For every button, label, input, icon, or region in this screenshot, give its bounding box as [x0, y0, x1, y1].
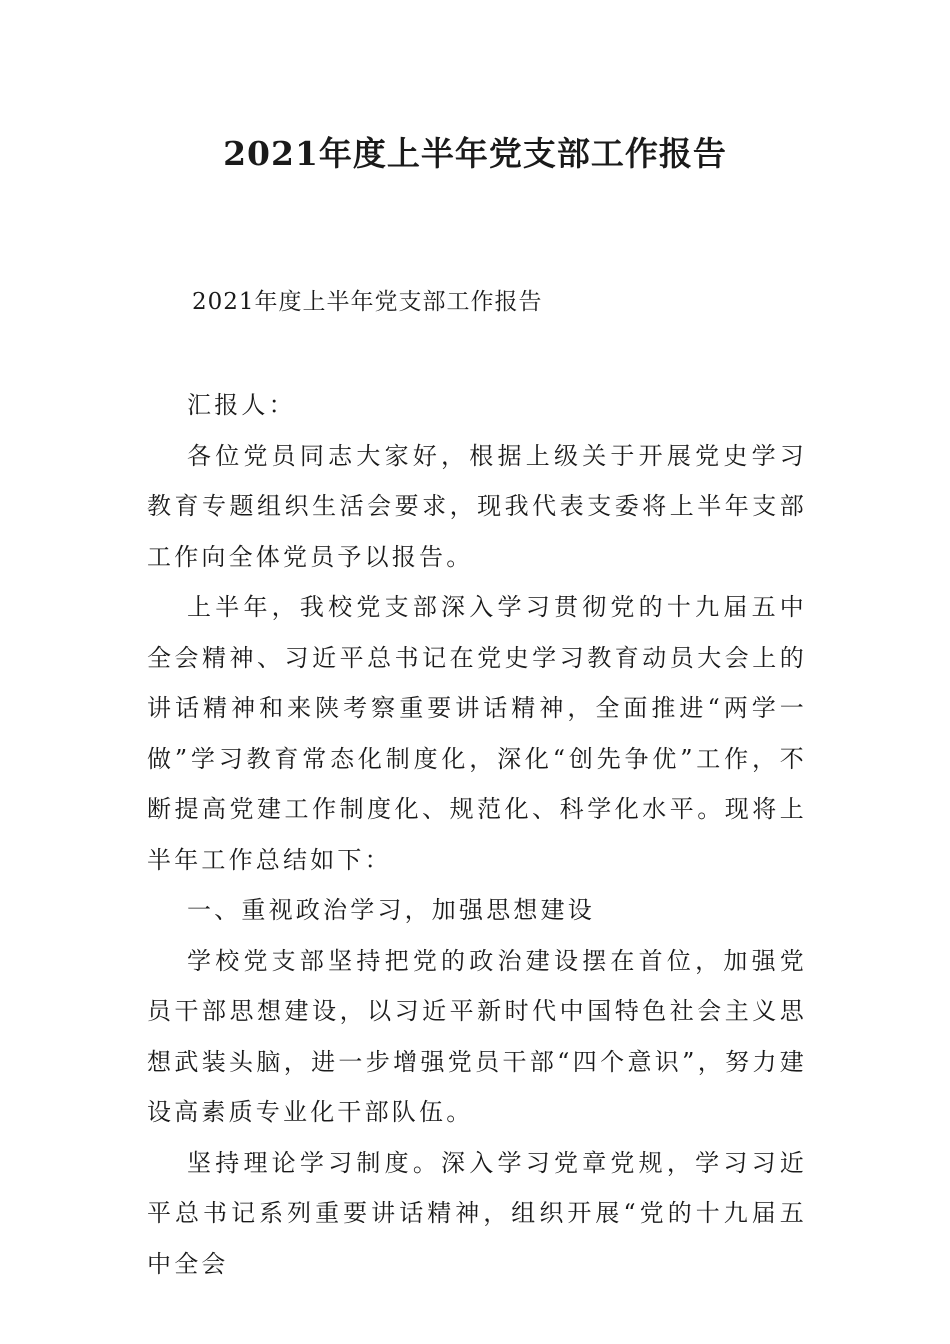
reporter-line: 汇报人：: [187, 391, 296, 419]
document-body: [147, 380, 807, 1289]
paragraph: 坚持理论学习制度。深入学习党章党规，学习习近平总书记系列重要讲话精神，组织开展“党的十九届五中全会: [147, 1148, 807, 1278]
section-heading: 一、重视政治学习，加强思想建设: [187, 896, 595, 924]
paragraph: 各位党员同志大家好，根据上级关于开展党史学习教育专题组织生活会要求，现我代表支委将上半年支部工作向全体党员予以报告。: [147, 441, 807, 571]
document-title: 2021年度上半年党支部工作报告: [223, 134, 727, 173]
document-subtitle: 2021年度上半年党支部工作报告: [192, 289, 543, 315]
paragraph: 学校党支部坚持把党的政治建设摆在首位，加强党员干部思想建设，以习近平新时代中国特色社会主义思想武装头脑，进一步增强党员干部“四个意识”，努力建设高素质专业化干部队伍。: [147, 946, 807, 1126]
paragraph: 上半年，我校党支部深入学习贯彻党的十九届五中全会精神、习近平总书记在党史学习教育动员大会上的讲话精神和来陕考察重要讲话精神，全面推进“两学一做”学习教育常态化制度化，深化“创先争优”工作，不断提高党建工作制度化、规范化、科学化水平。现将上半年工作总结如下：: [147, 593, 807, 874]
